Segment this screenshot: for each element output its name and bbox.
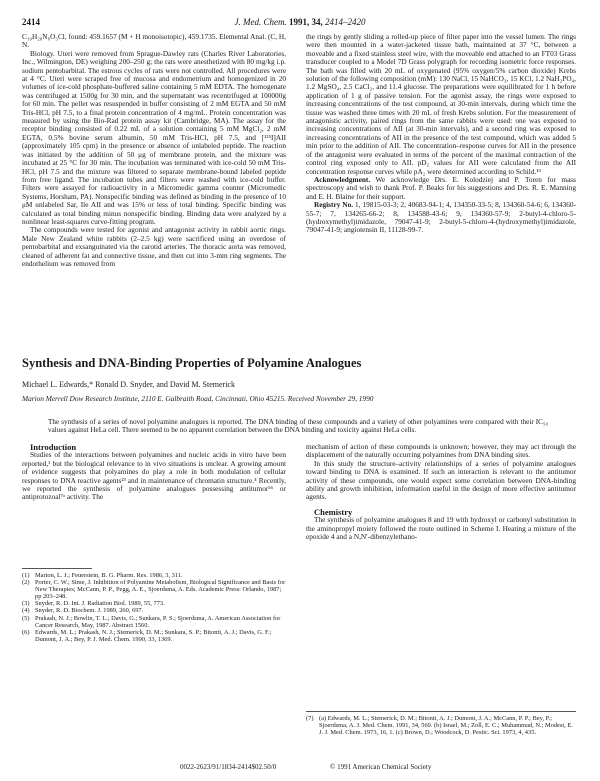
study-paragraph: In this study the structure–activity relationships of a series of polyamine analogues toward binding to DNA is examined. If such an interaction is relevant to the antitumor activity of these compounds, one would expect some correlation between DNA-binding ability and growth inhibition, information useful in the design of more effective antitumor agents. xyxy=(306,458,576,502)
journal-name: J. Med. Chem. xyxy=(234,17,287,27)
reference-number: (5) xyxy=(22,614,30,622)
reference-text: Snyder, R. D. Biochem. J. 1989, 260, 697. xyxy=(35,607,144,615)
reference-number: (3) xyxy=(22,600,30,608)
reference-item xyxy=(22,607,286,614)
reference-text: Prakash, N. J.; Bowlin, T. L.; Davis, G.; Sunkara, P. S.; Sjoerdsma, A. American Association for Cancer Research, May, 1987. Abstract 1560. xyxy=(35,614,281,629)
page-footer xyxy=(0,763,600,773)
introduction-section xyxy=(22,443,286,562)
acknowledgment-title: Acknowledgment. xyxy=(314,174,371,184)
acknowledgment-text: We acknowledge Drs. E. Kolodziej and P. Toren for mass spectroscopy and wish to thank Prof. P. Beaks for his suggestions and Drs. R. E. Manning and E. H. Blaine for their support. xyxy=(306,174,576,201)
prev-left-paragraph-1: C₁₉H₂₈N₆O₃Cl, found: 459.1657 (M + H monoisotopic), 459.1735. Elemental Anal. (C, H, N. xyxy=(22,33,286,50)
reference-number: (2) xyxy=(22,579,30,587)
article-code: 0022-2623/91/1834-2414$02.50/0 xyxy=(180,763,277,771)
reference-text: (a) Edwards, M. L.; Stemerick, D. M.; Bitonti, A. J.; Dumont, J. A.; McCann, P. P.; Bey, P.; Sjoerdsma, A. J. Med. Chem. 1991, 34, 569. (b) Israel, M.; Zoll, E. C.; Muhammad, N.; Modest, E. J. J. Med. Chem. 1973, 16, 1. (c) Brown, D.; Woodcock, D. Pestic. Sci. 1973, 4, 435. xyxy=(319,715,573,737)
reference-number: (4) xyxy=(22,607,30,615)
introduction-text: Studies of the interactions between polyamines and nucleic acids in vitro have been reported,¹ but the biological relevance to in vivo situations is unclear. A growing amount of evidence suggests that polyamines do play a role in both modulation of cellular responses to DNA reactive agents²³ and in maintenance of chromatin structure.⁴ Recently, we reported the synthesis of polyamine analogues possessing antitumor⁵⁶ or antiprotozoal⁷ᵃ activity. The xyxy=(22,450,286,502)
reference-item xyxy=(22,572,286,579)
journal-citation xyxy=(22,17,578,27)
article-affiliation xyxy=(22,394,582,403)
reference-number: (1) xyxy=(22,572,30,579)
received-date: Received November 29, 1990 xyxy=(287,394,374,403)
chemistry-heading: Chemistry xyxy=(314,506,353,517)
affiliation-text: Marion Merrell Dow Research Institute, 2110 E. Galbraith Road, Cincinnati, Ohio 45215. xyxy=(22,394,287,403)
acknowledgment xyxy=(306,176,576,201)
footnote-rule-left xyxy=(22,568,92,569)
journal-pages: 2414–2420 xyxy=(324,17,366,27)
references-left xyxy=(22,572,286,750)
chemistry-text: The synthesis of polyamine analogues 8 and 19 with hydroxyl or carbonyl substitution in the aminopropyl moiety followed the route outlined in Scheme I. Heating a mixture of the epoxide 4 and a N,N′-dibenzylethano- xyxy=(306,515,576,542)
reference-text: Marton, L. J.; Feuerstein, B. G. Pharm. Res. 1986, 3, 311. xyxy=(35,572,183,579)
previous-article-left-column xyxy=(22,33,286,324)
reference-text: Edwards, M. L.; Prakash, N. J.; Stemerick, D. M.; Sunkara, S. P.; Bitonti, A. J.; Davis, G. F.; Dumont, J. A.; Bey, P. J. Med. Chem. 1990, 33, 1369. xyxy=(35,628,272,643)
introduction-heading: Introduction xyxy=(30,443,77,452)
article-right-column xyxy=(306,443,576,573)
registry-numbers xyxy=(306,201,576,235)
reference-item xyxy=(22,579,286,600)
registry-title: Registry No. xyxy=(314,200,354,210)
article-abstract: The synthesis of a series of novel polyamine analogues is reported. The DNA binding of these compounds and a variety of other polyamines were compared with their IC₅₀ values against HeLa cell. There seemed to be no apparent correlation between the DNA binding and toxicity against HeLa cells. xyxy=(48,418,548,435)
previous-article-right-column xyxy=(306,33,576,324)
mechanism-paragraph: mechanism of action of these compounds is unknown; however, they may act through the displacement of the naturally occurring polyamines from DNA binding sites. xyxy=(306,443,576,460)
reference-number: (7) xyxy=(306,715,314,722)
running-head xyxy=(22,17,578,29)
prev-left-paragraph-3: The compounds were tested for agonist and antagonist activity in rabbit aortic rings. Male New Zealand white rabbits (2–2.5 kg) were sacrificed using an overdose of pentobarbital and exsanguinated via the carotid arteries. The thoracic aorta was removed, cleaned of adherent fat and connective tissue, and then cut into 3-mm ring segments. The endothelium was removed from xyxy=(22,225,286,268)
reference-number: (6) xyxy=(22,628,30,636)
references-right xyxy=(306,715,576,755)
reference-item xyxy=(306,715,576,736)
article-authors: Michael L. Edwards,* Ronald D. Snyder, and David M. Stemerick xyxy=(22,380,235,389)
reference-item xyxy=(22,615,286,629)
footnote-rule-right xyxy=(306,711,576,712)
reference-item xyxy=(22,629,286,643)
page-number: 2414 xyxy=(22,17,40,27)
reference-item xyxy=(22,600,286,607)
registry-text: 1, 19815-03-3; 2, 40683-94-1; 4, 134350-33-5; 8, 134360-54-6; 6, 134360-55-7; 7, 134265-66-2; 8, 134588-43-6; 9, 134360-57-9; 2-butyl-4-chloro-5-(hydroxymethyl)imidazole, 79047-41-9; 2-butyl-5-chloro-4-(hydroxymethyl)imidazole, 79047-41-9; angiotensin II, 11128-99-7. xyxy=(306,200,576,235)
prev-left-paragraph-2: Biology. Uteri were removed from Sprague-Dawley rats (Charles River Laboratories, Inc., Wilmington, DE) weighing 200–250 g; the rats were anesthetized with 80 mg/kg i.p. sodium pentobarbital. The estrous cycles of rats were not controlled. All procedures were at 4 °C. Uteri were scraped free of mucosa and endometrium and homogenized in 20 volumes of ice-cold phosphate-buffered saline containing 5 mM EDTA. The homogenate was centrifuged at 1500g for 30 min, and the supernatant was recentrifuged at 100000g for 60 min. The pellet was resuspended in buffer consisting of 2 mM EGTA and 50 mM Tris-HCl, pH 7.5, to a final protein concentration of 4 mg/mL. Protein concentration was measured by using the Bio-Rad protein assay kit (Cambridge, MA). The assay for the receptor binding consisted of 0.22 mL of a solution containing 5 mM MgCl₂, 2 mM EGTA, 0.5% bovine serum albumin, 50 mM Tris-HCl, pH 7.5, and [¹²⁵I]AII (approximately 105 cpm) in the presence or absence of unlabeled peptide. The reaction was initiated by the addition of 50 μg of membrane protein, and the mixture was incubated at 25 °C for 30 min. The incubation was terminated with ice-cold 50 mM Tris-HCl, pH 7.5 and the mixture was filtered to separate membrane-bound labeled peptide from free ligand. The incubation tubes and filters were washed with ice-cold buffer. Filters were assayed for radioactivity in a Micromedic gamma counter (Micromedic Systems, Horsham, PA). Nonspecific binding was defined as binding in the presence of 10 μM unlabeled Sar, Ile AII and was 15% or less of total binding. Specific binding was calculated as total binding minus nonspecific binding. Binding data were analyzed by a nonlinear least-squares curve-fitting program. xyxy=(22,48,286,226)
reference-text: Snyder, R. D. Int. J. Radiation Biol. 1989, 55, 773. xyxy=(35,600,165,608)
journal-volume: 1991, 34, xyxy=(288,17,323,27)
prev-right-paragraph-1: the rings by gently sliding a rolled-up piece of filter paper into the vessel lumen. The rings were then mounted in a water-jacketed tissue bath, maintained at 37 °C, between a moveable and a fixed stainless steel wire, with the moveable end attached to an FT03 Grass transducer coupled to a Model 7D Grass polygraph for recording isometric force responses. The bath was filled with 20 mL of oxygenated (95% oxygen/5% carbon dioxide) Krebs solution of the following composition (mM): 130 NaCl, 15 NaHCO₃, 15 KCl, 1.2 NaH₂PO₄, 1.2 MgSO₄, 2.5 CaCl₂, and 11.4 glucose. The preparations were equilibrated for 1 h before application of 1 g of passive tension. For the agonist assay, the rings were exposed to increasing concentrations of the test compound, at 30-min intervals, during which time the tissue was washed three times with 20 mL of fresh Krebs solution. For the measurement of antagonistic activity, paired rings from the same rabbits were used: one was exposed to increasing concentrations of AII (at 30-min intervals), and a second ring was exposed to increasing concentrations of AII in the presence of the test compound, which was added 5 min prior to the addition of AII. The concentration–response curves for AII in the presence of the antagonist were evaluated in terms of the percent of the maximal contraction of the control ring exposed only to AII. pD₂ values for AII were calculated from the AII concentration response curves while pA₂ were determined according to Schild.¹³ xyxy=(306,33,576,176)
reference-text: Porter, C. W.; Sime, J. Inhibition of Polyamine Metabolism, Biological Significance and Basis for New Therapies; McCann, P. P., Pegg, A. E., Sjoerdsma, A. Eds. Academic Press: Orlando, 1987; pp 203–248. xyxy=(35,579,286,601)
copyright-notice: © 1991 American Chemical Society xyxy=(330,763,432,771)
article-title: Synthesis and DNA-Binding Properties of Polyamine Analogues xyxy=(22,356,362,370)
